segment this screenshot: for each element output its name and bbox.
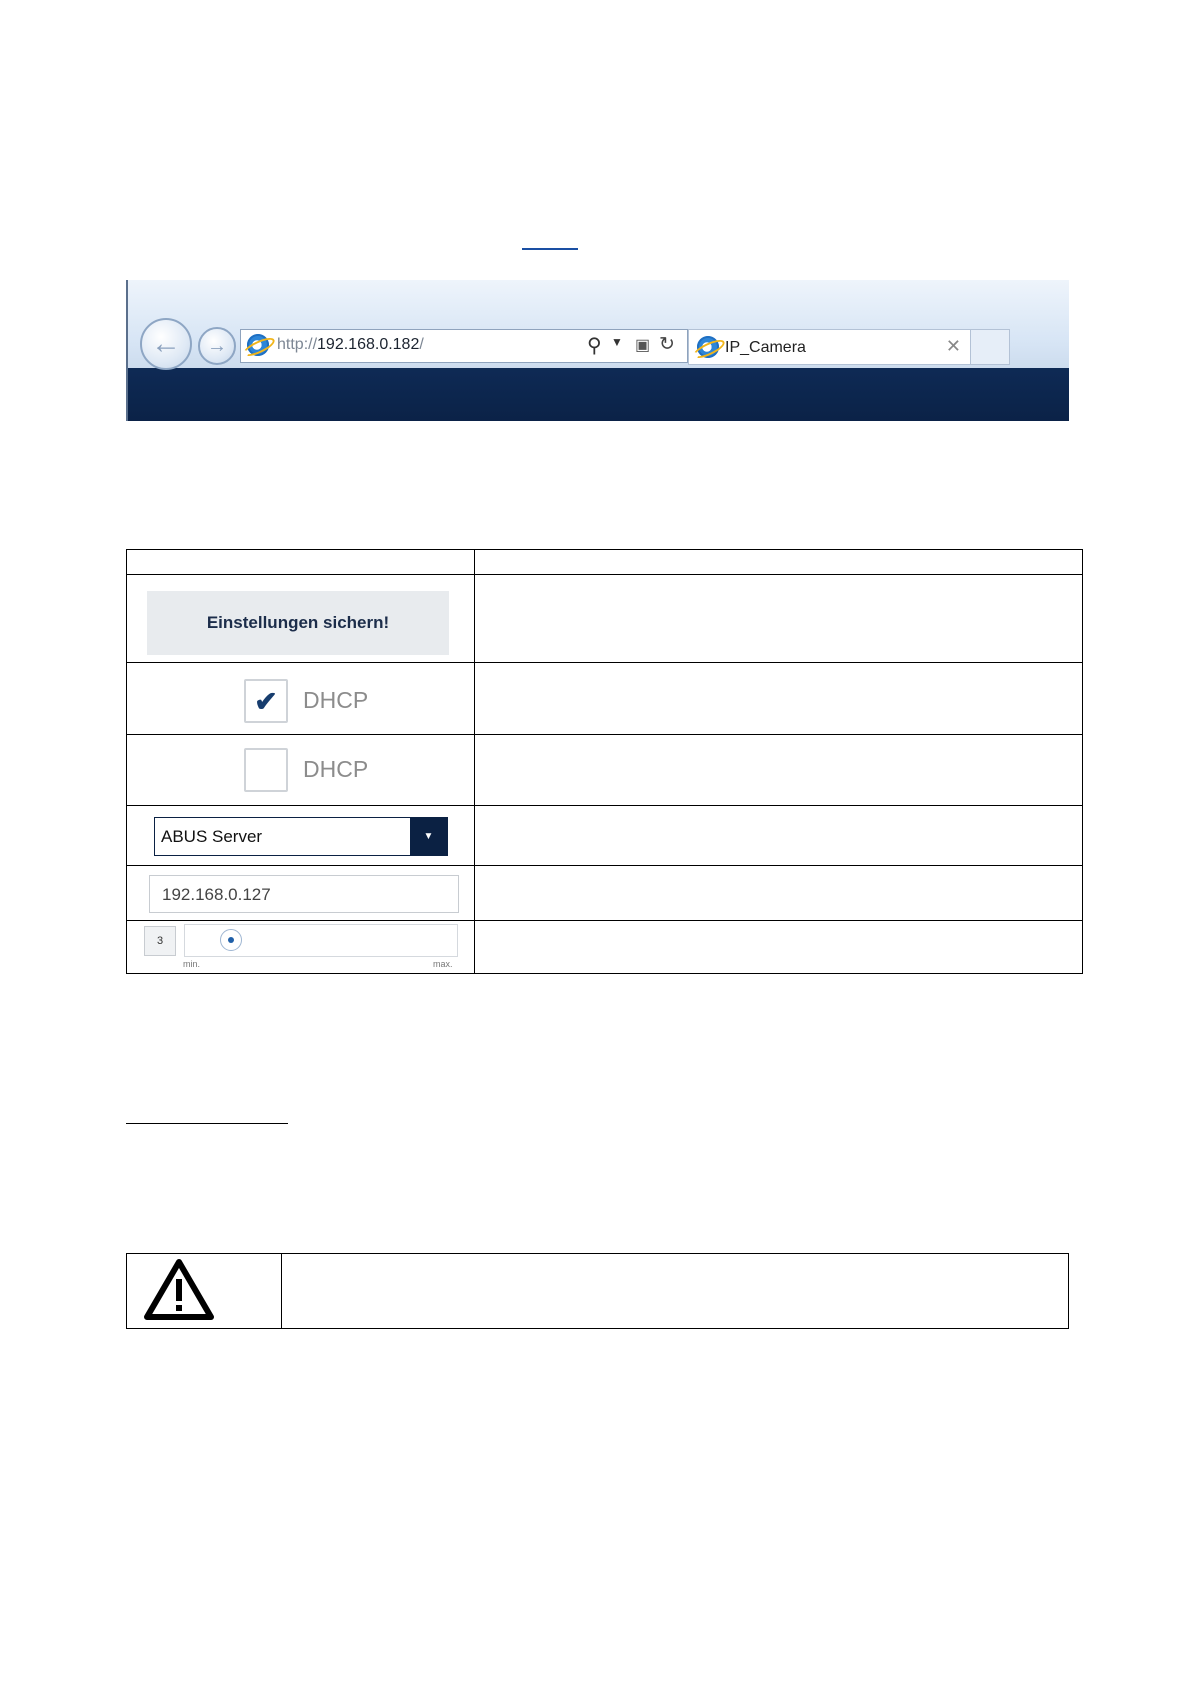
slider-track[interactable] — [184, 924, 458, 957]
address-bar[interactable] — [240, 329, 688, 363]
table-row — [127, 734, 1082, 805]
table-row — [127, 865, 1082, 920]
refresh-icon[interactable]: ↻ — [659, 334, 675, 355]
select-value: ABUS Server — [161, 827, 263, 846]
internet-explorer-icon — [247, 334, 269, 356]
dhcp-checkbox-checked[interactable] — [244, 679, 288, 723]
chevron-down-icon[interactable]: ▼ — [611, 335, 623, 349]
hyperlink-underline[interactable] — [522, 248, 578, 250]
chevron-down-icon[interactable]: ▼ — [410, 818, 447, 855]
slider-max-label: max. — [433, 959, 453, 969]
warning-icon — [143, 1257, 215, 1323]
server-select[interactable] — [154, 817, 448, 856]
slider-value-box: 3 — [144, 926, 176, 956]
controls-table — [126, 549, 1083, 974]
checkmark-icon: ✔ — [254, 685, 278, 717]
page-header-dark — [128, 368, 1069, 421]
forward-arrow-icon[interactable]: → — [198, 327, 236, 365]
dhcp-checkbox-unchecked[interactable] — [244, 748, 288, 792]
compatibility-view-icon[interactable]: ▣ — [635, 337, 651, 354]
input-value: 192.168.0.127 — [162, 885, 271, 904]
checkbox-label: DHCP — [303, 756, 369, 782]
url-text: http://192.168.0.182/ — [277, 336, 424, 353]
table-row — [127, 574, 1082, 662]
ip-address-input[interactable] — [149, 875, 459, 913]
slider-min-label: min. — [183, 959, 201, 969]
close-icon[interactable]: ✕ — [945, 336, 961, 356]
browser-screenshot — [126, 280, 1069, 421]
slider-handle[interactable] — [220, 929, 242, 951]
internet-explorer-icon — [697, 336, 719, 358]
browser-tab[interactable] — [688, 329, 972, 365]
warning-box — [126, 1253, 1069, 1329]
back-arrow-icon[interactable]: ← — [140, 318, 192, 370]
table-row — [127, 920, 1082, 975]
table-row — [127, 662, 1082, 734]
checkbox-label: DHCP — [303, 687, 369, 713]
tab-title: IP_Camera — [725, 339, 806, 356]
search-icon[interactable]: ⚲ — [587, 335, 602, 357]
new-tab-button[interactable] — [970, 329, 1010, 365]
save-settings-button[interactable]: Einstellungen sichern! — [147, 591, 449, 655]
table-row — [127, 805, 1082, 865]
heading-underline — [126, 1123, 288, 1124]
